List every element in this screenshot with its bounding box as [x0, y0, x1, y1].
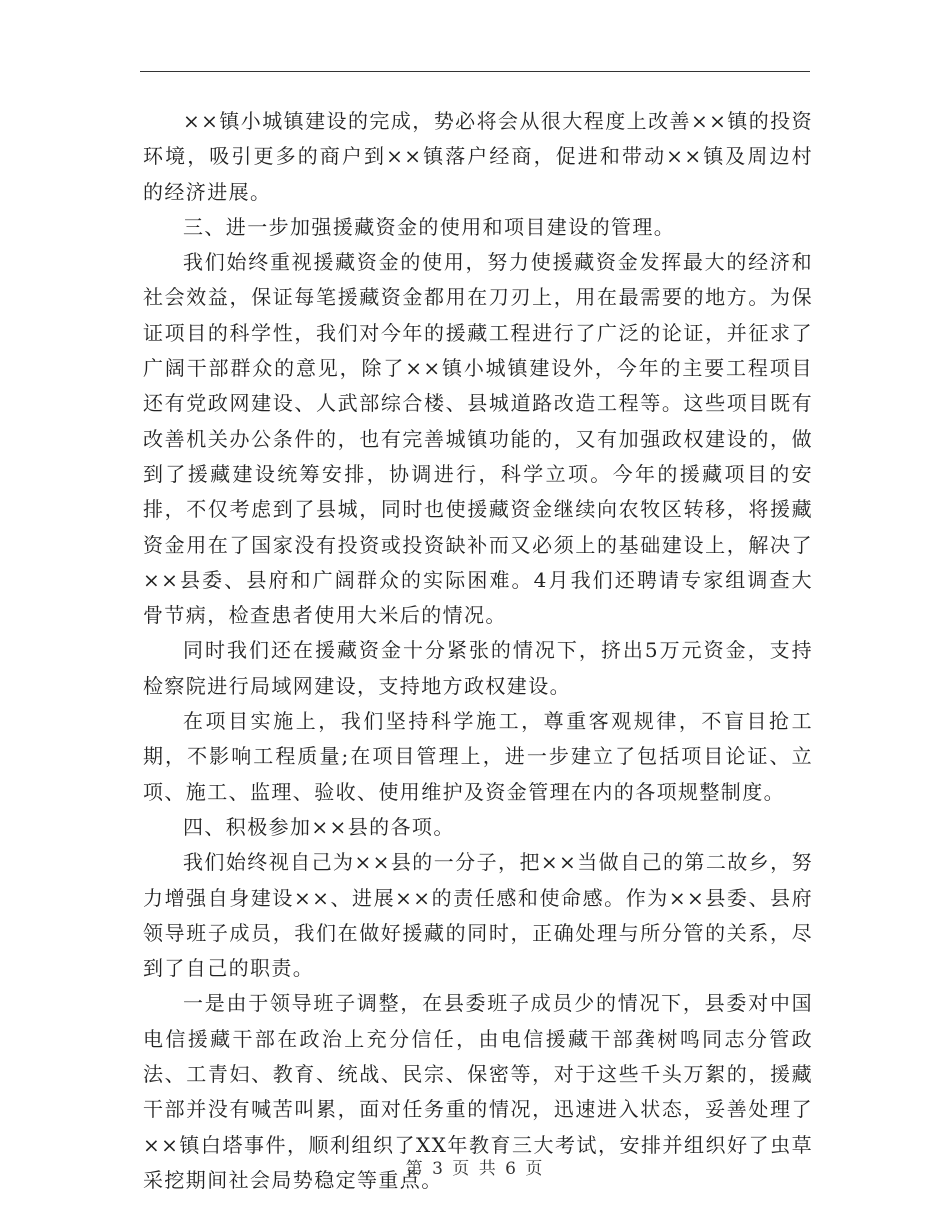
- document-body: [143, 104, 813, 1198]
- paragraph: 我们始终视自己为××县的一分子，把××当做自己的第二故乡，努力增强自身建设××、进展××的责任感和使命感。作为××县委、县府领导班子成员，我们在做好援藏的同时，正确处理与所分管的关系，尽到了自己的职责。: [143, 850, 813, 981]
- section-heading: 四、积极参加××县的各项。: [183, 814, 455, 839]
- paragraph: ××镇小城镇建设的完成，势必将会从很大程度上改善××镇的投资环境，吸引更多的商户到××镇落户经商，促进和带动××镇及周边村的经济进展。: [143, 109, 813, 204]
- paragraph: 我们始终重视援藏资金的使用，努力使援藏资金发挥最大的经济和社会效益，保证每笔援藏资金都用在刀刃上，用在最需要的地方。为保证项目的科学性，我们对今年的援藏工程进行了广泛的论证，并征求了广阔干部群众的意见，除了××镇小城镇建设外，今年的主要工程项目还有党政网建设、人武部综合楼、县城道路改造工程等。这些项目既有改善机关办公条件的，也有完善城镇功能的，又有加强政权建设的，做到了援藏建设统筹安排，协调进行，科学立项。今年的援藏项目的安排，不仅考虑到了县城，同时也使援藏资金继续向农牧区转移，将援藏资金用在了国家没有投资或投资缺补而又必须上的基础建设上，解决了××县委、县府和广阔群众的实际困难。4月我们还聘请专家组调查大骨节病，检查患者使用大米后的情况。: [143, 250, 813, 628]
- paragraph: 同时我们还在援藏资金十分紧张的情况下，挤出5万元资金，支持检察院进行局域网建设，支持地方政权建设。: [143, 638, 813, 698]
- paragraph: 在项目实施上，我们坚持科学施工，尊重客观规律，不盲目抢工期，不影响工程质量;在项目管理上，进一步建立了包括项目论证、立项、施工、监理、验收、使用维护及资金管理在内的各项规整制度。: [143, 709, 813, 804]
- section-heading: 三、进一步加强援藏资金的使用和项目建设的管理。: [183, 214, 676, 239]
- page-number: 第 3 页 共 6 页: [405, 1159, 545, 1179]
- paragraph: 一是由于领导班子调整，在县委班子成员少的情况下，县委对中国电信援藏干部在政治上充分信任，由电信援藏干部龚树鸣同志分管政法、工青妇、教育、统战、民宗、保密等，对于这些千头万絮的，援藏干部并没有喊苦叫累，面对任务重的情况，迅速进入状态，妥善处理了××镇白塔事件，顺利组织了XX年教育三大考试，安排并组织好了虫草采挖期间社会局势稳定等重点。: [143, 991, 813, 1192]
- header-rule: [140, 71, 810, 72]
